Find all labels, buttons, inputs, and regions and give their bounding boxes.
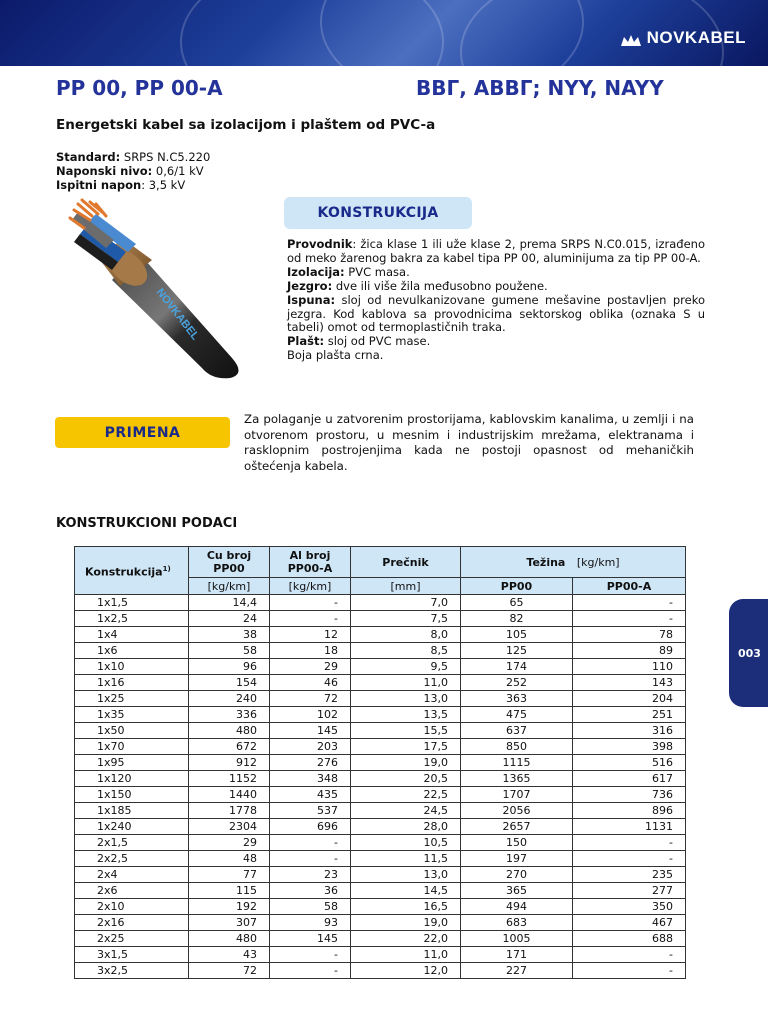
cell-konstrukcija: 1x150 xyxy=(75,787,189,803)
cell-cu: 672 xyxy=(189,739,270,755)
product-subtitle: Energetski kabel sa izolacijom i plaštem od PVC-a xyxy=(56,117,436,133)
cell-al: 276 xyxy=(270,755,351,771)
cell-precnik: 28,0 xyxy=(351,819,461,835)
table-row xyxy=(75,643,686,659)
page-number: 003 xyxy=(738,646,761,660)
cell-tezina-pp00: 637 xyxy=(461,723,573,739)
column-header-konstrukcija: Konstrukcija$^{1)}$ xyxy=(75,547,189,595)
cell-tezina-pp00a: - xyxy=(573,851,686,867)
cell-precnik: 9,5 xyxy=(351,659,461,675)
spec-list xyxy=(56,150,210,192)
cell-precnik: 11,0 xyxy=(351,947,461,963)
cell-konstrukcija: 1x35 xyxy=(75,707,189,723)
table-row xyxy=(75,723,686,739)
cell-cu: 77 xyxy=(189,867,270,883)
cell-precnik: 16,5 xyxy=(351,899,461,915)
cell-precnik: 19,0 xyxy=(351,755,461,771)
table-row xyxy=(75,867,686,883)
cell-al: 12 xyxy=(270,627,351,643)
cell-tezina-pp00: 174 xyxy=(461,659,573,675)
cell-tezina-pp00a: 251 xyxy=(573,707,686,723)
table-row xyxy=(75,595,686,611)
cell-precnik: 11,0 xyxy=(351,675,461,691)
cell-tezina-pp00: 227 xyxy=(461,963,573,979)
cell-konstrukcija: 1x10 xyxy=(75,659,189,675)
table-row xyxy=(75,915,686,931)
cell-al: - xyxy=(270,611,351,627)
cell-al: 203 xyxy=(270,739,351,755)
cell-cu: 29 xyxy=(189,835,270,851)
cell-al: 29 xyxy=(270,659,351,675)
product-title: PP 00, PP 00-A xyxy=(56,76,223,100)
cell-al: 537 xyxy=(270,803,351,819)
cell-cu: 38 xyxy=(189,627,270,643)
cell-cu: 48 xyxy=(189,851,270,867)
cell-konstrukcija: 2x4 xyxy=(75,867,189,883)
cell-konstrukcija: 1x16 xyxy=(75,675,189,691)
cell-tezina-pp00: 105 xyxy=(461,627,573,643)
cell-tezina-pp00a: 688 xyxy=(573,931,686,947)
cell-konstrukcija: 1x95 xyxy=(75,755,189,771)
cell-cu: 43 xyxy=(189,947,270,963)
cell-tezina-pp00: 494 xyxy=(461,899,573,915)
cell-tezina-pp00a: 235 xyxy=(573,867,686,883)
cell-konstrukcija: 1x25 xyxy=(75,691,189,707)
konstrukcija-item: Plašt: sloj od PVC mase. xyxy=(287,334,431,349)
crown-icon xyxy=(621,32,641,44)
unit-precnik: [mm] xyxy=(351,578,461,595)
cell-konstrukcija: 2x6 xyxy=(75,883,189,899)
cell-al: - xyxy=(270,835,351,851)
table-row xyxy=(75,819,686,835)
table-row xyxy=(75,659,686,675)
cell-tezina-pp00a: 467 xyxy=(573,915,686,931)
cell-tezina-pp00a: 896 xyxy=(573,803,686,819)
konstrukcija-item: Izolacija: PVC masa. xyxy=(287,264,410,279)
table-row xyxy=(75,739,686,755)
cell-precnik: 15,5 xyxy=(351,723,461,739)
novkabel-logo xyxy=(621,28,746,48)
cell-tezina-pp00: 475 xyxy=(461,707,573,723)
cell-konstrukcija: 1x185 xyxy=(75,803,189,819)
page-number-tab xyxy=(729,599,768,707)
header-banner xyxy=(0,0,768,66)
konstrukcija-item: Boja plašta crna. xyxy=(287,348,384,363)
cell-tezina-pp00: 252 xyxy=(461,675,573,691)
cell-cu: 58 xyxy=(189,643,270,659)
cell-cu: 1778 xyxy=(189,803,270,819)
cell-cu: 24 xyxy=(189,611,270,627)
brand-name: NOVKABEL xyxy=(646,28,746,47)
cell-tezina-pp00a: 516 xyxy=(573,755,686,771)
cell-tezina-pp00: 2056 xyxy=(461,803,573,819)
cell-al: 435 xyxy=(270,787,351,803)
cell-precnik: 11,5 xyxy=(351,851,461,867)
table-row xyxy=(75,691,686,707)
cell-tezina-pp00a: 617 xyxy=(573,771,686,787)
cell-tezina-pp00a: 204 xyxy=(573,691,686,707)
table-row xyxy=(75,675,686,691)
cell-al: 72 xyxy=(270,691,351,707)
table-row xyxy=(75,931,686,947)
spec-voltage: Naponski nivo: 0,6/1 kV xyxy=(56,164,204,178)
cell-precnik: 10,5 xyxy=(351,835,461,851)
cell-tezina-pp00a: 78 xyxy=(573,627,686,643)
cell-tezina-pp00: 2657 xyxy=(461,819,573,835)
cell-tezina-pp00: 197 xyxy=(461,851,573,867)
cell-tezina-pp00a: - xyxy=(573,947,686,963)
cell-konstrukcija: 3x1,5 xyxy=(75,947,189,963)
cell-tezina-pp00: 82 xyxy=(461,611,573,627)
cable-image xyxy=(60,190,260,380)
unit-cu: [kg/km] xyxy=(189,578,270,595)
cell-cu: 1440 xyxy=(189,787,270,803)
cell-tezina-pp00: 125 xyxy=(461,643,573,659)
cell-al: 102 xyxy=(270,707,351,723)
table-row xyxy=(75,707,686,723)
cell-konstrukcija: 2x16 xyxy=(75,915,189,931)
unit-al: [kg/km] xyxy=(270,578,351,595)
cell-precnik: 22,0 xyxy=(351,931,461,947)
cell-precnik: 17,5 xyxy=(351,739,461,755)
cell-konstrukcija: 3x2,5 xyxy=(75,963,189,979)
cell-konstrukcija: 2x2,5 xyxy=(75,851,189,867)
cell-konstrukcija: 1x120 xyxy=(75,771,189,787)
table-row xyxy=(75,803,686,819)
table-row xyxy=(75,755,686,771)
cell-al: - xyxy=(270,851,351,867)
cell-tezina-pp00a: 398 xyxy=(573,739,686,755)
cell-tezina-pp00: 850 xyxy=(461,739,573,755)
cell-al: - xyxy=(270,963,351,979)
column-header-precnik: Prečnik xyxy=(351,547,461,578)
cell-tezina-pp00a: 350 xyxy=(573,899,686,915)
cell-tezina-pp00a: 736 xyxy=(573,787,686,803)
cell-konstrukcija: 2x10 xyxy=(75,899,189,915)
cell-tezina-pp00: 1365 xyxy=(461,771,573,787)
table-row xyxy=(75,851,686,867)
cell-konstrukcija: 1x50 xyxy=(75,723,189,739)
cell-precnik: 14,5 xyxy=(351,883,461,899)
cell-al: 696 xyxy=(270,819,351,835)
cell-tezina-pp00a: 110 xyxy=(573,659,686,675)
cell-tezina-pp00: 1707 xyxy=(461,787,573,803)
cell-tezina-pp00a: 143 xyxy=(573,675,686,691)
cell-precnik: 20,5 xyxy=(351,771,461,787)
cell-al: 23 xyxy=(270,867,351,883)
cell-tezina-pp00: 150 xyxy=(461,835,573,851)
cell-cu: 154 xyxy=(189,675,270,691)
cell-cu: 307 xyxy=(189,915,270,931)
column-header-al: Al broj PP00-A xyxy=(270,547,351,578)
cell-al: 145 xyxy=(270,723,351,739)
cell-precnik: 19,0 xyxy=(351,915,461,931)
cell-precnik: 13,0 xyxy=(351,691,461,707)
cell-al: 93 xyxy=(270,915,351,931)
cell-cu: 1152 xyxy=(189,771,270,787)
table-row xyxy=(75,787,686,803)
cell-tezina-pp00a: - xyxy=(573,835,686,851)
cell-tezina-pp00a: - xyxy=(573,611,686,627)
table-title: KONSTRUKCIONI PODACI xyxy=(56,516,238,531)
cell-cu: 480 xyxy=(189,931,270,947)
cell-al: 145 xyxy=(270,931,351,947)
cell-precnik: 7,5 xyxy=(351,611,461,627)
cell-tezina-pp00a: 1131 xyxy=(573,819,686,835)
cell-al: 18 xyxy=(270,643,351,659)
cell-precnik: 8,5 xyxy=(351,643,461,659)
cell-tezina-pp00: 65 xyxy=(461,595,573,611)
cell-precnik: 13,0 xyxy=(351,867,461,883)
konstrukcija-description xyxy=(287,238,705,363)
column-header-cu: Cu broj PP00 xyxy=(189,547,270,578)
cell-cu: 72 xyxy=(189,963,270,979)
cell-tezina-pp00: 1005 xyxy=(461,931,573,947)
konstrukcija-item: Provodnik: žica klase 1 ili uže klase 2, prema SRPS N.C0.015, izrađeno od meko žarenog bakra za kabel tipa PP 00, aluminijuma za tip PP 00-A. xyxy=(287,237,705,265)
cell-konstrukcija: 2x1,5 xyxy=(75,835,189,851)
construction-data-table xyxy=(74,546,686,979)
primena-description: Za polaganje u zatvorenim prostorijama, kablovskim kanalima, u zemlji i na otvorenom prostoru, u mesnim i industrijskim mrežama, elektranama i rasklopnim postrojenjima kada ne postoji opasnost od mehaničkih oštećenja kabela. xyxy=(244,412,694,473)
cell-tezina-pp00: 365 xyxy=(461,883,573,899)
cell-tezina-pp00a: 277 xyxy=(573,883,686,899)
konstrukcija-item: Ispuna: sloj od nevulkanizovane gumene mešavine postavljen preko jezgra. Kod kablova sa provodnicima sektorskog oblika (oznaka S u tabeli) omot od termoplastičnih traka. xyxy=(287,292,705,335)
cell-cu: 192 xyxy=(189,899,270,915)
column-header-tezina: Težina [kg/km] xyxy=(461,547,686,578)
cell-konstrukcija: 1x70 xyxy=(75,739,189,755)
table-row xyxy=(75,883,686,899)
cell-tezina-pp00: 270 xyxy=(461,867,573,883)
table-row xyxy=(75,963,686,979)
unit-pp00: PP00 xyxy=(461,578,573,595)
cell-tezina-pp00a: - xyxy=(573,595,686,611)
cell-tezina-pp00a: 89 xyxy=(573,643,686,659)
cell-cu: 480 xyxy=(189,723,270,739)
cell-cu: 336 xyxy=(189,707,270,723)
cell-precnik: 22,5 xyxy=(351,787,461,803)
spec-test-voltage: Ispitni napon: 3,5 kV xyxy=(56,178,186,192)
cell-tezina-pp00: 1115 xyxy=(461,755,573,771)
cell-tezina-pp00a: 316 xyxy=(573,723,686,739)
cell-cu: 240 xyxy=(189,691,270,707)
product-equivalents: ВВГ, АВВГ; NYY, NAYY xyxy=(416,76,664,100)
unit-pp00a: PP00-A xyxy=(573,578,686,595)
cell-precnik: 13,5 xyxy=(351,707,461,723)
cell-konstrukcija: 1x1,5 xyxy=(75,595,189,611)
cable-print-text: NOVKABEL xyxy=(153,286,202,343)
cell-precnik: 7,0 xyxy=(351,595,461,611)
cell-al: 36 xyxy=(270,883,351,899)
primena-heading: PRIMENA xyxy=(55,417,230,448)
cell-precnik: 8,0 xyxy=(351,627,461,643)
table-row xyxy=(75,947,686,963)
spec-standard: Standard: SRPS N.C5.220 xyxy=(56,150,211,164)
cell-konstrukcija: 1x2,5 xyxy=(75,611,189,627)
cell-konstrukcija: 1x6 xyxy=(75,643,189,659)
cell-konstrukcija: 2x25 xyxy=(75,931,189,947)
cell-precnik: 24,5 xyxy=(351,803,461,819)
cell-tezina-pp00: 171 xyxy=(461,947,573,963)
cell-tezina-pp00: 683 xyxy=(461,915,573,931)
konstrukcija-item: Jezgro: dve ili više žila međusobno použene. xyxy=(287,278,548,293)
cell-konstrukcija: 1x4 xyxy=(75,627,189,643)
table-row xyxy=(75,899,686,915)
table-row xyxy=(75,835,686,851)
cell-tezina-pp00a: - xyxy=(573,963,686,979)
cell-cu: 14,4 xyxy=(189,595,270,611)
cell-cu: 2304 xyxy=(189,819,270,835)
cell-cu: 96 xyxy=(189,659,270,675)
cell-precnik: 12,0 xyxy=(351,963,461,979)
table-row xyxy=(75,611,686,627)
cell-cu: 912 xyxy=(189,755,270,771)
cell-tezina-pp00: 363 xyxy=(461,691,573,707)
cell-cu: 115 xyxy=(189,883,270,899)
cell-al: - xyxy=(270,947,351,963)
cell-al: 58 xyxy=(270,899,351,915)
cell-al: 348 xyxy=(270,771,351,787)
cell-konstrukcija: 1x240 xyxy=(75,819,189,835)
table-row xyxy=(75,627,686,643)
table-row xyxy=(75,771,686,787)
cell-al: 46 xyxy=(270,675,351,691)
cell-al: - xyxy=(270,595,351,611)
konstrukcija-heading: KONSTRUKCIJA xyxy=(284,197,472,229)
